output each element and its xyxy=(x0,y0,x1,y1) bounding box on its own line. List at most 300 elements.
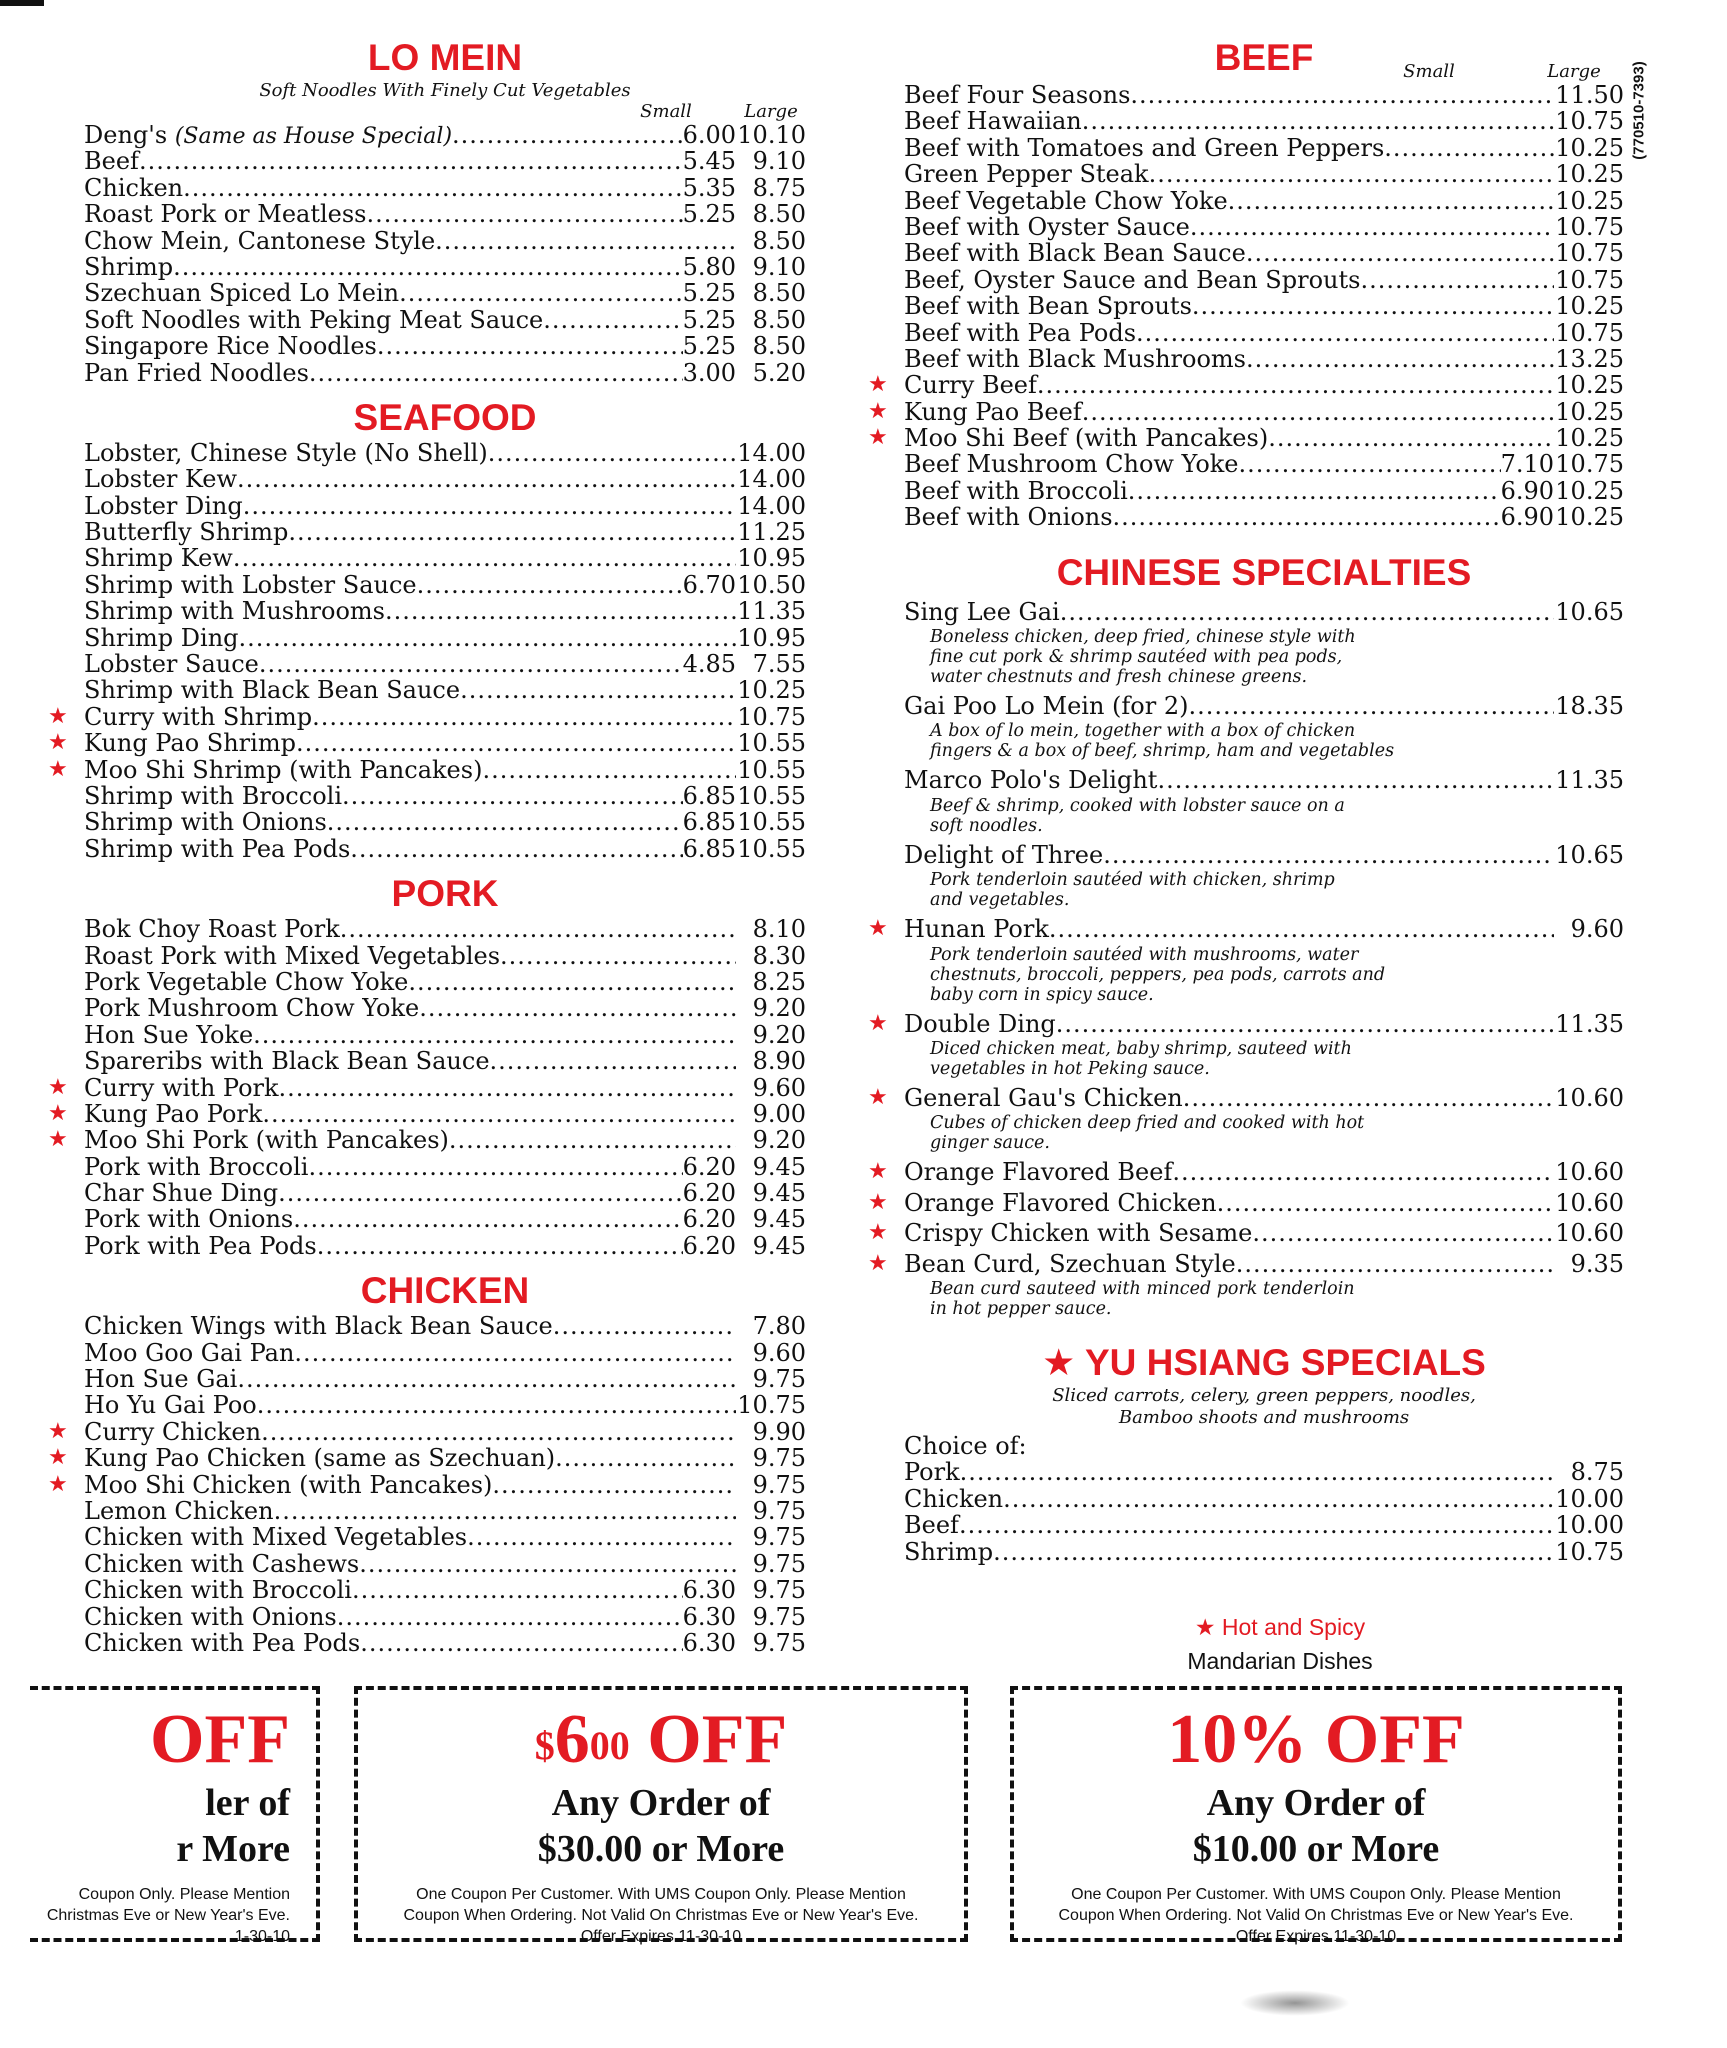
left-column xyxy=(48,36,806,1657)
item-name xyxy=(904,214,1190,240)
dot-leader xyxy=(243,493,736,519)
coupon-amount: 10% OFF xyxy=(1167,1701,1465,1778)
small-price: 6.30 xyxy=(682,1628,736,1657)
large-price: 9.20 xyxy=(752,994,806,1023)
dot-leader xyxy=(253,1022,736,1048)
large-price: 9.75 xyxy=(752,1549,806,1578)
menu-item[interactable] xyxy=(48,1126,806,1155)
hot-spicy-star-icon: ★ xyxy=(868,425,888,451)
dot-leader xyxy=(1136,320,1554,346)
menu-item[interactable] xyxy=(84,598,806,624)
item-name xyxy=(84,1366,237,1392)
corner-mark xyxy=(0,0,44,6)
large-price: 8.25 xyxy=(752,967,806,996)
hot-spicy-star-icon: ★ xyxy=(48,1100,68,1126)
dot-leader xyxy=(460,677,736,703)
menu-item[interactable] xyxy=(84,1048,806,1074)
item-name-text: Orange Flavored Beef xyxy=(904,1158,1173,1187)
dot-leader xyxy=(1130,82,1554,108)
dot-leader xyxy=(262,1101,736,1127)
menu-section xyxy=(48,396,806,863)
dot-leader xyxy=(1049,916,1554,942)
item-name xyxy=(904,1220,1252,1246)
dot-leader xyxy=(553,1313,736,1339)
menu-item[interactable] xyxy=(48,1417,806,1446)
dot-leader xyxy=(408,969,736,995)
hot-spicy-star-icon: ★ xyxy=(868,1159,888,1185)
item-name-text: Lobster, Chinese Style (No Shell) xyxy=(84,438,488,467)
large-price: 8.75 xyxy=(752,173,806,202)
large-price: 9.75 xyxy=(752,1444,806,1473)
menu-item[interactable] xyxy=(48,1099,806,1128)
large-price: 10.25 xyxy=(737,676,806,705)
menu-item[interactable] xyxy=(904,135,1624,161)
dot-leader xyxy=(492,1472,736,1498)
menu-item[interactable] xyxy=(84,280,806,306)
hot-spicy-star-icon: ★ xyxy=(48,1445,68,1471)
menu-item[interactable] xyxy=(904,82,1624,108)
coupon-amount: OFF xyxy=(150,1701,290,1778)
item-name xyxy=(84,916,340,942)
item-name xyxy=(84,280,399,306)
menu-item[interactable] xyxy=(868,1219,1624,1248)
description-line: in hot pepper sauce. xyxy=(930,1298,1112,1319)
menu-item[interactable] xyxy=(868,397,1624,426)
specialty-item[interactable] xyxy=(868,915,1624,1005)
item-name-text: Shrimp xyxy=(904,1537,994,1566)
large-price: 10.25 xyxy=(1555,476,1624,505)
large-price: 9.45 xyxy=(752,1179,806,1208)
item-name xyxy=(904,267,1360,293)
item-name-text: Shrimp with Mushrooms xyxy=(84,597,385,626)
hot-spicy-star-icon: ★ xyxy=(868,916,888,942)
menu-item[interactable] xyxy=(84,519,806,545)
item-name xyxy=(84,1048,490,1074)
menu-item[interactable] xyxy=(904,108,1624,134)
dot-leader xyxy=(1172,1159,1554,1185)
menu-item[interactable] xyxy=(48,755,806,784)
item-name xyxy=(904,1085,1183,1111)
large-price: 9.35 xyxy=(1570,1249,1624,1278)
dot-leader xyxy=(1217,1190,1554,1216)
menu-item[interactable] xyxy=(84,677,806,703)
large-price: 11.25 xyxy=(737,518,806,547)
item-name xyxy=(904,767,1157,793)
menu-item[interactable] xyxy=(84,201,806,227)
section-subtitle: Bamboo shoots and mushrooms xyxy=(1118,1406,1410,1428)
description-line: Boneless chicken, deep fried, chinese style with xyxy=(930,627,1356,648)
dot-leader xyxy=(366,201,682,227)
item-name-text: Curry Chicken xyxy=(84,1417,262,1446)
large-price: 10.75 xyxy=(1555,450,1624,479)
dot-leader xyxy=(1188,693,1554,719)
large-price: 10.55 xyxy=(737,834,806,863)
dot-leader xyxy=(500,943,736,969)
large-price: 14.00 xyxy=(737,465,806,494)
item-name-text: Kung Pao Shrimp xyxy=(84,729,296,758)
item-name-text: Hon Sue Gai xyxy=(84,1365,238,1394)
menu-item[interactable] xyxy=(84,254,806,280)
dot-leader xyxy=(1192,293,1554,319)
item-name xyxy=(84,598,385,624)
menu-item[interactable] xyxy=(84,943,806,969)
dot-leader xyxy=(233,545,736,571)
dot-leader xyxy=(237,1366,736,1392)
menu-item[interactable] xyxy=(904,320,1624,346)
large-price: 10.55 xyxy=(737,808,806,837)
item-name-text: Ho Yu Gai Poo xyxy=(84,1391,257,1420)
coupon-dollars: 6 xyxy=(554,1701,590,1778)
item-name-text: Beef with Onions xyxy=(904,503,1113,532)
menu-item[interactable] xyxy=(84,148,806,174)
large-price: 10.95 xyxy=(737,544,806,573)
item-name xyxy=(84,307,543,333)
coupon-fine-3: 1-30-10 xyxy=(234,1928,290,1945)
large-price: 10.75 xyxy=(1555,107,1624,136)
menu-item[interactable] xyxy=(84,493,806,519)
menu-item[interactable] xyxy=(868,1188,1624,1217)
large-price: 8.10 xyxy=(752,915,806,944)
item-name-text: Chicken Wings with Black Bean Sauce xyxy=(84,1312,553,1341)
large-price: 14.00 xyxy=(737,491,806,520)
specialty-item[interactable] xyxy=(868,1083,1624,1154)
item-name xyxy=(904,425,1268,451)
menu-item[interactable] xyxy=(868,1158,1624,1187)
menu-item[interactable] xyxy=(84,783,806,809)
specialty-item[interactable] xyxy=(868,1158,1624,1187)
coupon-off: OFF xyxy=(647,1701,788,1778)
menu-item[interactable] xyxy=(84,307,806,333)
large-price: 10.65 xyxy=(1555,840,1624,869)
small-price: 6.85 xyxy=(682,781,736,810)
description-line: A box of lo mein, together with a box of chicken xyxy=(930,721,1356,742)
dot-leader xyxy=(342,783,683,809)
item-name xyxy=(84,943,500,969)
menu-item[interactable] xyxy=(904,240,1624,266)
dot-leader xyxy=(1037,372,1554,398)
item-name xyxy=(904,916,1049,942)
menu-item[interactable] xyxy=(84,995,806,1021)
item-name xyxy=(84,1524,467,1550)
dot-leader xyxy=(1157,767,1554,793)
menu-item[interactable] xyxy=(904,293,1624,319)
large-price: 9.45 xyxy=(752,1231,806,1260)
menu-item[interactable] xyxy=(868,1009,1624,1038)
item-name-text: Green Pepper Steak xyxy=(904,160,1149,189)
item-name-text: Beef with Black Mushrooms xyxy=(904,344,1246,373)
coupon-line-1: ler of xyxy=(205,1782,290,1824)
menu-item[interactable] xyxy=(904,214,1624,240)
large-price: 8.50 xyxy=(752,332,806,361)
hot-spicy-star-icon: ★ xyxy=(868,1084,888,1110)
item-name xyxy=(84,969,408,995)
menu-item[interactable] xyxy=(84,1392,806,1418)
menu-item[interactable] xyxy=(904,478,1624,504)
item-name xyxy=(84,625,239,651)
menu-item[interactable] xyxy=(84,1180,806,1206)
specialty-item[interactable] xyxy=(904,693,1624,761)
menu-item[interactable] xyxy=(904,1459,1624,1485)
large-price: 7.55 xyxy=(752,650,806,679)
menu-item[interactable] xyxy=(904,188,1624,214)
item-name-text: Crispy Chicken with Sesame xyxy=(904,1219,1253,1248)
item-name-text: Pork with Broccoli xyxy=(84,1152,309,1181)
large-price: 9.75 xyxy=(752,1628,806,1657)
menu-item[interactable] xyxy=(904,767,1624,793)
dot-leader xyxy=(1082,108,1554,134)
coupon-ten-percent-off[interactable] xyxy=(1010,1686,1622,1945)
item-name-text: Beef with Pea Pods xyxy=(904,318,1137,347)
large-price: 10.10 xyxy=(737,121,806,149)
item-name-text: Lobster Ding xyxy=(84,491,243,520)
dot-leader xyxy=(340,916,736,942)
menu-item[interactable] xyxy=(84,466,806,492)
menu-item[interactable] xyxy=(904,504,1624,530)
menu-item[interactable] xyxy=(868,424,1624,453)
item-name-text: Beef xyxy=(84,147,139,176)
item-name-text: Roast Pork or Meatless xyxy=(84,200,367,229)
menu-item[interactable] xyxy=(868,915,1624,944)
small-price: 6.20 xyxy=(682,1152,736,1181)
large-price: 10.75 xyxy=(1555,212,1624,241)
item-name xyxy=(84,1101,262,1127)
section-subtitle: Soft Noodles With Finely Cut Vegetables xyxy=(259,80,631,101)
right-column xyxy=(868,36,1624,1566)
menu-item[interactable] xyxy=(904,1512,1624,1538)
menu-item[interactable] xyxy=(48,1073,806,1102)
item-name xyxy=(84,1419,261,1445)
item-name-text: Shrimp Kew xyxy=(84,544,233,573)
menu-item[interactable] xyxy=(84,1340,806,1366)
coupon-fine-3: Offer Expires 11-30-10 xyxy=(1235,1928,1397,1945)
menu-item[interactable] xyxy=(904,346,1624,372)
menu-item[interactable] xyxy=(84,809,806,835)
dot-leader xyxy=(1268,425,1554,451)
specialties-section xyxy=(868,551,1624,1319)
item-name-text: Moo Shi Shrimp (with Pancakes) xyxy=(84,755,483,784)
dot-leader xyxy=(360,1630,682,1656)
item-name xyxy=(904,842,1103,868)
menu-section xyxy=(48,872,806,1260)
menu-item[interactable] xyxy=(84,1022,806,1048)
large-price: 10.50 xyxy=(737,570,806,599)
item-name-text: Spareribs with Black Bean Sauce xyxy=(84,1047,490,1076)
menu-item[interactable] xyxy=(84,1577,806,1603)
large-price: 10.60 xyxy=(1555,1188,1624,1217)
dot-leader xyxy=(1103,842,1554,868)
menu-item[interactable] xyxy=(84,1366,806,1392)
menu-item[interactable] xyxy=(84,1630,806,1656)
dot-leader xyxy=(1236,1251,1554,1277)
coupon-fine-print xyxy=(358,1884,964,1947)
item-name-text: Orange Flavored Chicken xyxy=(904,1188,1217,1217)
item-name-text: Shrimp with Pea Pods xyxy=(84,834,351,863)
dot-leader xyxy=(279,1075,736,1101)
specialty-item[interactable] xyxy=(868,1249,1624,1319)
item-name-text: Beef with Oyster Sauce xyxy=(904,212,1190,241)
coupon-amount-main xyxy=(555,1701,630,1778)
small-price: 6.90 xyxy=(1500,476,1554,505)
coupon-fine-1: One Coupon Per Customer. With UMS Coupon Only. Please Mention xyxy=(416,1886,906,1903)
dot-leader xyxy=(359,1551,736,1577)
dot-leader xyxy=(1384,135,1554,161)
dot-leader xyxy=(959,1512,1554,1538)
specialty-item[interactable] xyxy=(868,1219,1624,1248)
menu-item[interactable] xyxy=(904,693,1624,719)
menu-item[interactable] xyxy=(84,916,806,942)
large-price: 10.25 xyxy=(1555,371,1624,400)
menu-item[interactable] xyxy=(868,1083,1624,1112)
large-price: 9.60 xyxy=(752,1338,806,1367)
hot-spicy-star-icon: ★ xyxy=(868,1010,888,1036)
menu-item[interactable] xyxy=(84,1154,806,1180)
large-price: 11.35 xyxy=(1555,766,1624,795)
menu-item[interactable] xyxy=(868,1249,1624,1278)
menu-item[interactable] xyxy=(84,333,806,359)
hot-spicy-star-icon: ★ xyxy=(868,398,888,424)
menu-item[interactable] xyxy=(48,1470,806,1499)
description-line: Bean curd sauteed with minced pork tenderloin xyxy=(930,1278,1355,1299)
large-price: 10.00 xyxy=(1555,1484,1624,1513)
menu-item[interactable] xyxy=(84,545,806,571)
menu-item[interactable] xyxy=(84,360,806,386)
large-price: 9.60 xyxy=(752,1073,806,1102)
large-price: 13.25 xyxy=(1555,344,1624,373)
menu-item[interactable] xyxy=(84,228,806,254)
item-name xyxy=(84,519,288,545)
item-name-text: Shrimp xyxy=(84,252,174,281)
section-title: CHICKEN xyxy=(360,1270,530,1312)
dot-leader xyxy=(350,836,682,862)
large-price: 5.20 xyxy=(752,358,806,387)
dot-leader xyxy=(449,1127,736,1153)
item-name xyxy=(904,1512,959,1538)
hot-spicy-star-icon: ★ xyxy=(48,703,68,729)
specialty-description xyxy=(904,945,1624,1005)
item-name-text: Char Shue Ding xyxy=(84,1179,279,1208)
item-name xyxy=(904,240,1246,266)
small-price: 6.30 xyxy=(682,1576,736,1605)
item-name-text: Shrimp Ding xyxy=(84,623,239,652)
coupon-partial[interactable] xyxy=(30,1686,320,1945)
hot-spicy-star-icon: ★ xyxy=(48,1418,68,1444)
menu-item[interactable] xyxy=(84,1206,806,1232)
item-name xyxy=(84,1180,278,1206)
specialty-description xyxy=(904,721,1624,761)
menu-item[interactable] xyxy=(904,1486,1624,1512)
dot-leader xyxy=(183,175,682,201)
menu-item[interactable] xyxy=(868,371,1624,400)
menu-item[interactable] xyxy=(84,651,806,677)
menu-item[interactable] xyxy=(84,175,806,201)
small-price: 6.90 xyxy=(1500,503,1554,532)
dot-leader xyxy=(259,651,683,677)
hot-spicy-star-icon: ★ xyxy=(48,756,68,782)
item-name xyxy=(904,1190,1217,1216)
menu-item[interactable] xyxy=(84,572,806,598)
item-name-text: Bean Curd, Szechuan Style xyxy=(904,1249,1236,1278)
section-title: CHINESE SPECIALTIES xyxy=(1056,551,1472,593)
menu-item[interactable] xyxy=(84,625,806,651)
specialty-item[interactable] xyxy=(904,842,1624,910)
specialty-item[interactable] xyxy=(904,599,1624,687)
menu-item[interactable] xyxy=(48,1444,806,1473)
menu-item[interactable] xyxy=(84,1604,806,1630)
item-name-text: General Gau's Chicken xyxy=(904,1083,1183,1112)
section-title: LO MEIN xyxy=(367,37,523,78)
menu-item[interactable] xyxy=(84,1498,806,1524)
menu-item[interactable] xyxy=(904,1539,1624,1565)
item-name xyxy=(904,1486,1003,1512)
specialty-item[interactable] xyxy=(868,1188,1624,1217)
item-name xyxy=(904,293,1192,319)
specialty-item[interactable] xyxy=(868,1009,1624,1079)
item-name-text: Chicken with Pea Pods xyxy=(84,1628,361,1657)
description-line: Cubes of chicken deep fried and cooked with hot xyxy=(930,1113,1365,1134)
hot-spicy-star-icon: ★ xyxy=(868,1250,888,1276)
menu-item[interactable] xyxy=(84,1233,806,1259)
small-price: 3.00 xyxy=(682,358,736,387)
dot-leader xyxy=(555,1445,736,1471)
dot-leader xyxy=(1239,451,1501,477)
dot-leader xyxy=(1183,1085,1554,1111)
large-price: 9.60 xyxy=(1570,915,1624,944)
dot-leader xyxy=(452,122,683,148)
menu-item[interactable] xyxy=(904,451,1624,477)
specialty-item[interactable] xyxy=(904,767,1624,835)
menu-item[interactable] xyxy=(904,599,1624,625)
large-price: 10.25 xyxy=(1555,503,1624,532)
menu-item[interactable] xyxy=(904,842,1624,868)
menu-item[interactable] xyxy=(84,1551,806,1577)
menu-item[interactable] xyxy=(48,702,806,731)
menu-item[interactable] xyxy=(84,122,806,148)
menu-item[interactable] xyxy=(904,161,1624,187)
item-name xyxy=(84,1075,279,1101)
dot-leader xyxy=(1360,267,1554,293)
dot-leader xyxy=(239,625,736,651)
item-name xyxy=(84,809,327,835)
coupon-amount xyxy=(358,1700,964,1780)
menu-item[interactable] xyxy=(84,836,806,862)
item-name xyxy=(84,1154,308,1180)
large-price: 10.55 xyxy=(737,755,806,784)
small-price: 5.25 xyxy=(682,279,736,308)
item-name-text: Sing Lee Gai xyxy=(904,597,1060,626)
menu-item[interactable] xyxy=(84,1524,806,1550)
small-price: 5.80 xyxy=(682,252,736,281)
menu-item[interactable] xyxy=(48,729,806,758)
dot-leader xyxy=(352,1577,683,1603)
item-name xyxy=(84,1233,317,1259)
menu-item[interactable] xyxy=(84,1313,806,1339)
dot-leader xyxy=(296,730,736,756)
item-name-text: Pork with Pea Pods xyxy=(84,1231,317,1260)
small-price: 6.20 xyxy=(682,1231,736,1260)
coupon-six-dollars-off[interactable] xyxy=(354,1686,968,1945)
dot-leader xyxy=(419,995,736,1021)
size-header xyxy=(84,102,806,122)
description-line: Beef & shrimp, cooked with lobster sauce on a xyxy=(930,795,1345,816)
small-price: 5.25 xyxy=(682,332,736,361)
item-name xyxy=(84,677,460,703)
menu-item[interactable] xyxy=(904,267,1624,293)
large-price: 7.80 xyxy=(752,1312,806,1341)
dot-leader xyxy=(278,1180,682,1206)
menu-item[interactable] xyxy=(84,969,806,995)
dot-leader xyxy=(312,704,736,730)
menu-item[interactable] xyxy=(84,440,806,466)
